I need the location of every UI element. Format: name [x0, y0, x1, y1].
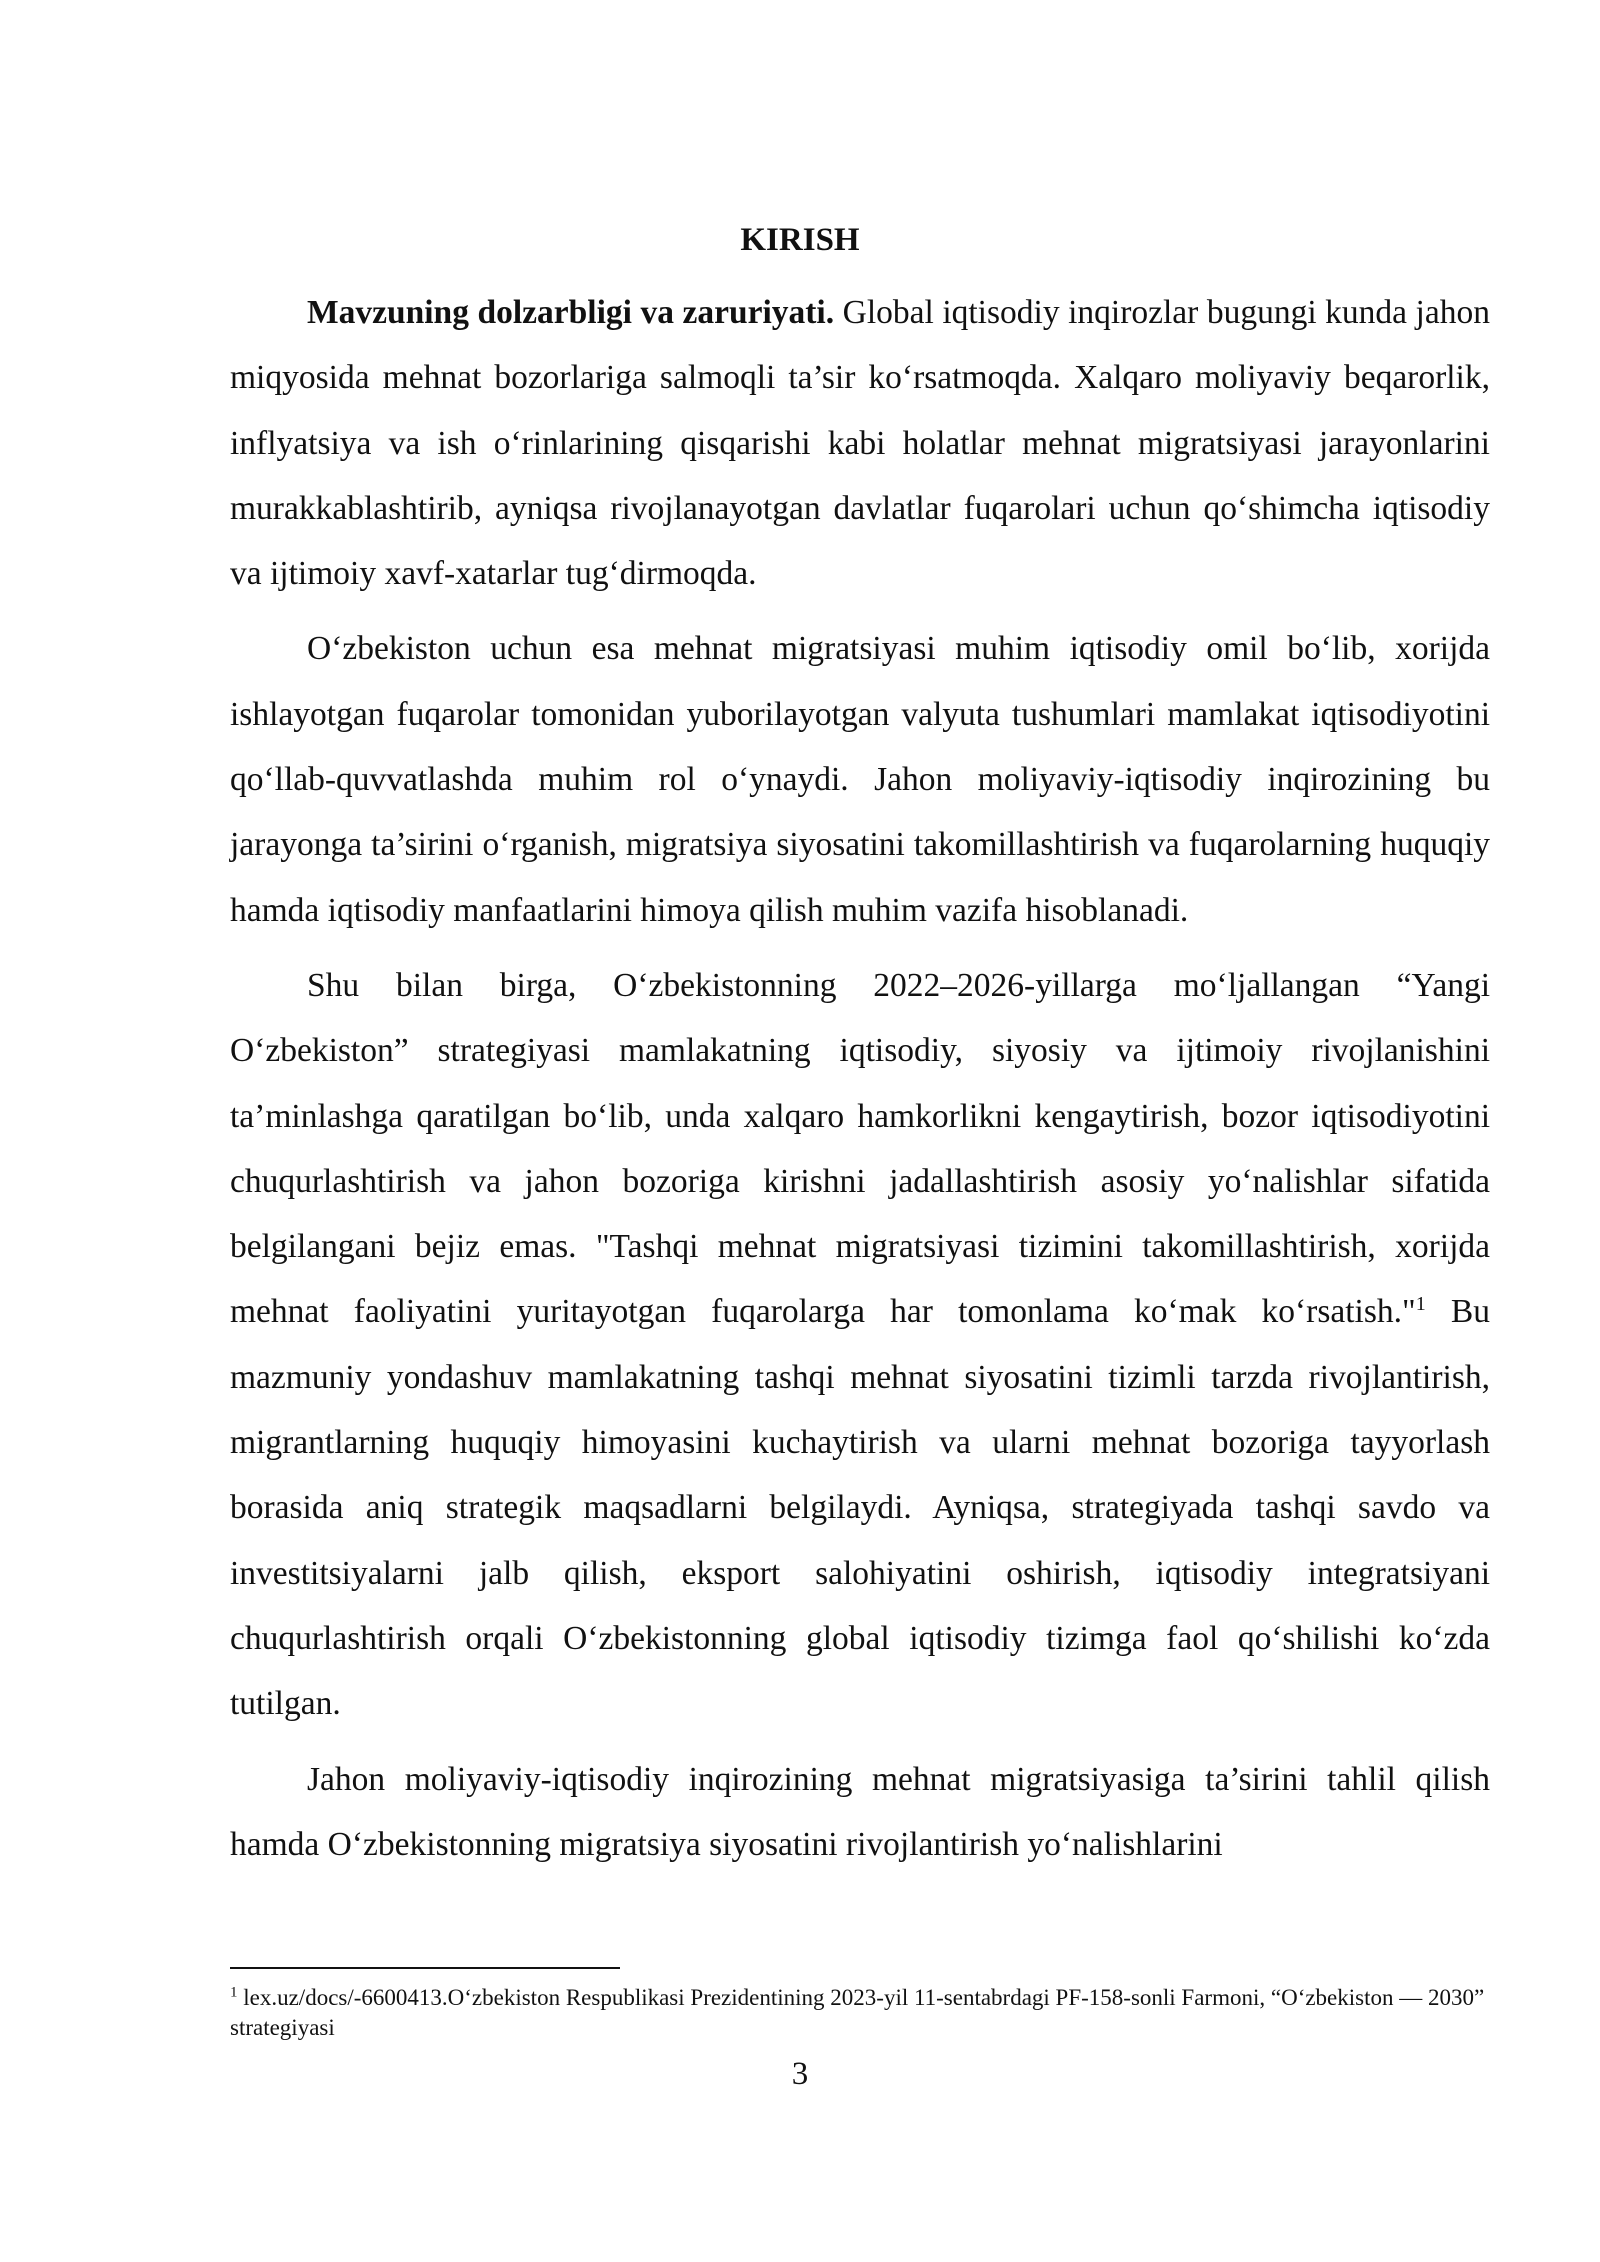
footnote-reference[interactable]: 1 — [1415, 1293, 1426, 1316]
page-number: 3 — [791, 2056, 809, 2092]
footnote-divider — [230, 1967, 620, 1969]
body-text — [230, 280, 1490, 1877]
paragraph-4: Jahon moliyaviy-iqtisodiy inqirozining mehnat migratsiyasiga ta’sirini tahlil qilish hamda O‘zbekistonning migratsiya siyosatini rivojlantirish yo‘nalishlarini — [230, 1760, 1490, 1863]
paragraph-text: Bu mazmuniy yondashuv mamlakatning tashqi mehnat siyosatini tizimli tarzda rivojlantirish, migrantlarning huquqiy himoyasini kuchaytirish va ularni mehnat bozoriga tayyorlash borasida aniq strategik maqsadlarni belgilaydi. Ayniqsa, strategiyada tashqi savdo va investitsiyalarni jalb qilish, eksport salohiyatini oshirish, iqtisodiy integratsiyani chuqurlashtirish orqali O‘zbekistonning global iqtisodiy tizimga faol qo‘shilishi ko‘zda tutilgan. — [230, 1293, 1490, 1723]
paragraph-text: Global iqtisodiy inqirozlar bugungi kunda jahon miqyosida mehnat bozorlariga salmoqli ta’sir ko‘rsatmoqda. Xalqaro moliyaviy beqarorlik, inflyatsiya va ish o‘rinlarining qisqarishi kabi holatlar mehnat migratsiyasi jarayonlarini murakkablashtirib, ayniqsa rivojlanayotgan davlatlar fuqarolari uchun qo‘shimcha iqtisodiy va ijtimoiy xavf-xatarlar tug‘dirmoqda. — [230, 294, 1490, 593]
footnote-text: lex.uz/docs/-6600413.O‘zbekiston Respublikasi Prezidentining 2023-yil 11-sentabrdagi PF-158-sonli Farmoni, “O‘zbekiston — 2030” strategiyasi — [230, 1985, 1485, 2040]
footnote-number: 1 — [230, 1984, 238, 2001]
paragraph-text: Shu bilan birga, O‘zbekistonning 2022–2026-yillarga mo‘ljallangan “Yangi O‘zbekiston” strategiyasi mamlakatning iqtisodiy, siyosiy va ijtimoiy rivojlanishini ta’minlashga qaratilgan bo‘lib, unda xalqaro hamkorlikni kengaytirish, bozor iqtisodiyotini chuqurlashtirish va jahon bozoriga kirishni jadallashtirish asosiy yo‘nalishlar sifatida belgilangani bejiz emas. "Tashqi mehnat migratsiyasi tizimini takomillashtirish, xorijda mehnat faoliyatini yuritayotgan fuqarolarga har tomonlama ko‘mak ko‘rsatish." — [230, 966, 1490, 1331]
paragraph-3 — [230, 953, 1490, 1737]
paragraph-1 — [230, 280, 1490, 606]
paragraph-2: O‘zbekiston uchun esa mehnat migratsiyasi muhim iqtisodiy omil bo‘lib, xorijda ishlayotgan fuqarolar tomonidan yuborilayotgan valyuta tushumlari mamlakat iqtisodiyotini qo‘llab-quvvatlashda muhim rol o‘ynaydi. Jahon moliyaviy-iqtisodiy inqirozining bu jarayonga ta’sirini o‘rganish, migratsiya siyosatini takomillashtirish va fuqarolarning huquqiy hamda iqtisodiy manfaatlarini himoya qilish muhim vazifa hisoblanadi. — [230, 630, 1490, 929]
section-heading: KIRISH — [740, 222, 860, 258]
paragraph-lead: Mavzuning dolzarbligi va zaruriyati. — [307, 294, 835, 331]
footnote — [230, 1983, 1500, 2043]
